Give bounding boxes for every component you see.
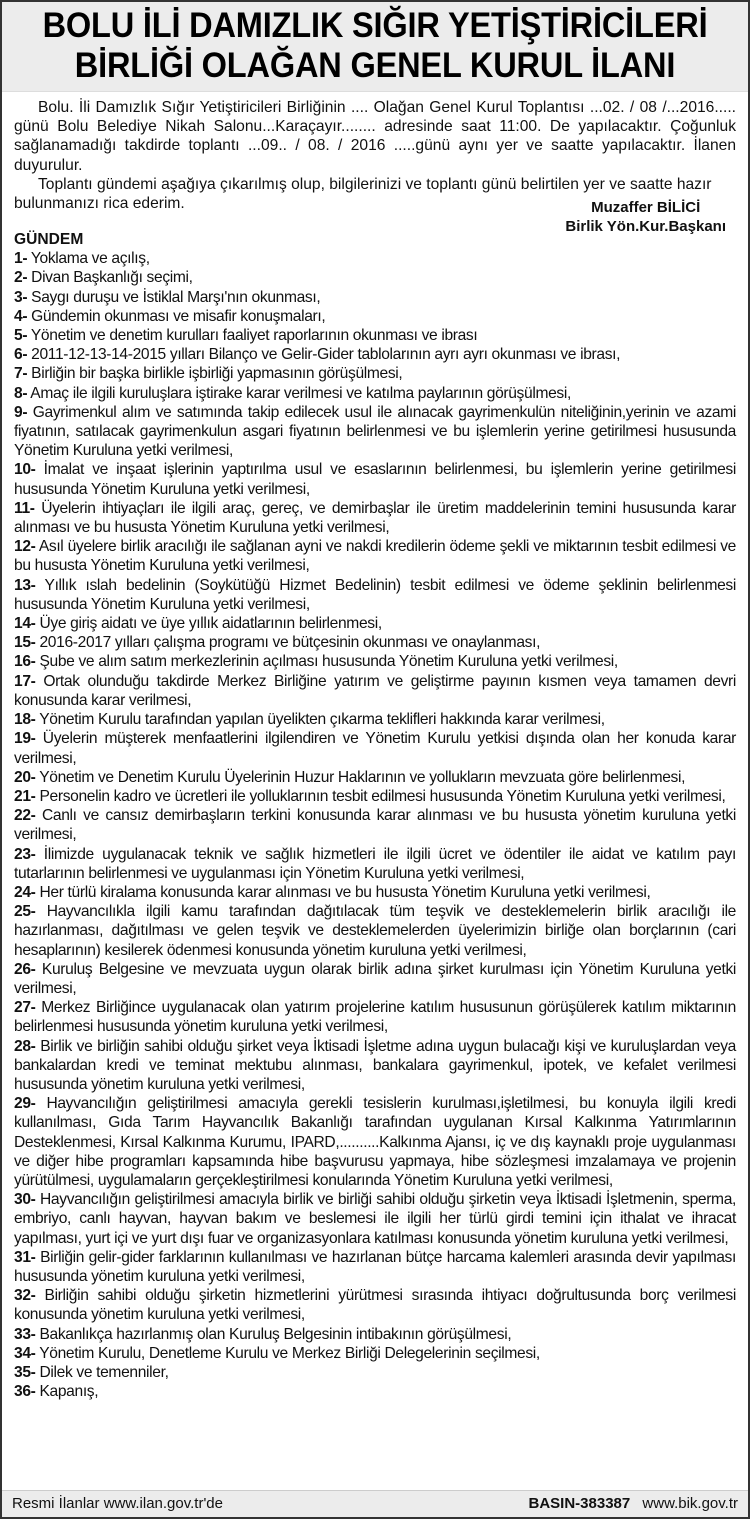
agenda-item-number: 10- xyxy=(14,461,36,479)
agenda-item xyxy=(14,787,736,806)
agenda-item-text: Kuruluş Belgesine ve mevzuata uygun olarak birlik adına şirket kurulması için Yönetim Kuruluna yetki verilmesi, xyxy=(14,960,736,997)
agenda-item-number: 11- xyxy=(14,499,35,517)
agenda-item xyxy=(14,768,736,787)
agenda-item xyxy=(14,845,736,883)
agenda-item-text: 2011-12-13-14-2015 yılları Bilanço ve Gelir-Gider tablolarının ayrı ayrı okunması ve ibrası, xyxy=(31,346,621,364)
agenda-item-number: 14- xyxy=(14,615,36,633)
notice-header xyxy=(2,2,748,92)
agenda-item-number: 8- xyxy=(14,384,28,402)
agenda-item-text: Bakanlıkça hazırlanmış olan Kuruluş Belgesinin intibakının görüşülmesi, xyxy=(39,1325,512,1343)
agenda-item-number: 23- xyxy=(14,845,36,863)
agenda-item-number: 33- xyxy=(14,1325,36,1343)
agenda-item xyxy=(14,288,736,307)
agenda-item-text: Yönetim ve denetim kurulları faaliyet raporlarının okunması ve ibrası xyxy=(30,327,478,345)
agenda-item xyxy=(14,883,736,902)
agenda-item-number: 3- xyxy=(14,288,28,306)
agenda-item-text: Gayrimenkul alım ve satımında takip edilecek usul ile alınacak gayrimenkulün niteliğinin,yerinin ve azami fiyatının, satılacak gayrimenkulun asgari fiyatının belirlenmesi ve bu işlemlerin yerine getirilmesi hususunda Yönetim Kuruluna yetki verilmesi, xyxy=(14,403,736,460)
agenda-item-text: Birliğin sahibi olduğu şirketin hizmetlerini yürütmesi sırasında ihtiyacı doğrultusunda borç verilmesi konusunda yönetim kuruluna yetki verilmesi, xyxy=(14,1287,736,1324)
agenda-item-number: 6- xyxy=(14,346,28,364)
press-code: BASIN-383387 xyxy=(528,1495,631,1512)
agenda-item-number: 35- xyxy=(14,1364,36,1381)
signature-row xyxy=(14,194,736,234)
signatory-title: Birlik Yön.Kur.Başkanı xyxy=(565,218,726,236)
agenda-item xyxy=(14,1248,736,1286)
agenda-item xyxy=(14,1286,736,1324)
agenda-item-text: Üye giriş aidatı ve üye yıllık aidatlarının belirlenmesi, xyxy=(39,615,382,633)
agenda-item-text: 2016-2017 yılları çalışma programı ve bütçesinin okunması ve onaylanması, xyxy=(39,634,541,652)
agenda-item-number: 27- xyxy=(14,999,36,1017)
agenda-item xyxy=(14,268,736,287)
agenda-item xyxy=(14,652,736,671)
title-line-2: BİRLİĞİ OLAĞAN GENEL KURUL İLANI xyxy=(74,46,676,85)
agenda-item-text: Yönetim ve Denetim Kurulu Üyelerinin Huzur Haklarının ve yollukların mevzuata göre belirlenmesi, xyxy=(39,768,686,786)
agenda-item-number: 7- xyxy=(14,365,28,383)
agenda-item xyxy=(14,710,736,729)
agenda-item xyxy=(14,729,736,767)
agenda-item-text: Amaç ile ilgili kuruluşlara iştirake karar verilmesi ve katılma paylarının görüşülmesi, xyxy=(30,384,571,402)
agenda-item-text: Birliğin gelir-gider farklarının kullanılması ve hazırlanan bütçe harcama kalemleri arasında devir yapılması hususunda yönetim kuruluna yetki verilmesi, xyxy=(14,1248,736,1285)
agenda-item-number: 5- xyxy=(14,327,28,345)
intro-paragraph-2: Toplantı gündemi aşağıya çıkarılmış olup, bilgilerinizi ve toplantı günü belirtilen yer ve saatte hazır xyxy=(38,175,712,193)
agenda-item xyxy=(14,614,736,633)
agenda-item-text: Birlik ve birliğin sahibi olduğu şirket veya İktisadi İşletme adına uygun bulacağı kişi ve kuruluşlardan veya bankalardan kredi ve teminat mektubu alınması, bankalara gayrimenkul, ipotek, ve kefalet verilmesi hususunda yönetim kuruluna yetki verilmesi, xyxy=(14,1037,737,1093)
agenda-item-number: 32- xyxy=(14,1287,36,1305)
agenda-item-text: Her türlü kiralama konusunda karar alınması ve bu hususta Yönetim Kuruluna yetki verilmesi, xyxy=(39,883,651,901)
agenda-item-text: Yıllık ıslah bedelinin (Soykütüğü Hizmet Bedelinin) tesbit edilmesi ve ödeme şeklinin belirlenmesi hususunda Yönetim Kuruluna yetki verilmesi, xyxy=(14,576,736,613)
agenda-item xyxy=(14,537,736,575)
agenda-item-text: Üyelerin ihtiyaçları ile ilgili araç, gereç, ve demirbaşlar ile üretim maddelerinin temini hususunda karar alınması ve bu hususta Yönetim Kuruluna yetki verilmesi, xyxy=(14,499,737,537)
agenda-item xyxy=(14,1094,736,1190)
title-line-1: BOLU İLİ DAMIZLIK SIĞIR YETİŞTİRİCİLERİ xyxy=(42,6,708,45)
agenda-item xyxy=(14,1037,736,1095)
agenda-item-text: Merkez Birliğince uygulanacak olan yatırım projelerine katılım hususunun görüşülerek katılım miktarının belirlenmesi hususunda yönetim kuruluna yetki verilmesi, xyxy=(14,999,736,1036)
agenda-item-text: Divan Başkanlığı seçimi, xyxy=(31,269,193,287)
agenda-item-number: 4- xyxy=(14,307,28,325)
agenda-item-text: Hayvancılığın geliştirilmesi amacıyla gerekli tesislerin kurulması,işletilmesi, bu konuyla ilgili kredi kullanılması, Gıda Tarım Hayvancılık Bakanlığı tarafından uygulanan Kırsal Kalkınma Yatırımlarının Desteklenmesi, Kırsal Kalkınma Kurumu, IPARD,..........Kalkınma Ajansı, iç ve dış kaynaklı proje uygulanması ve diğer hibe programları kapsamında hibe başvurusu yapmaya, hibe sözleşmesi imzalamaya ve projenin yürütülmesi, uygulamaların gerçekleştirilmesi konularında Yönetim Kuruluna yetki verilmesi, xyxy=(14,1095,737,1189)
agenda-item xyxy=(14,326,736,345)
agenda-item-number: 22- xyxy=(14,807,36,825)
agenda-item-text: İlimizde uygulanacak teknik ve sağlık hizmetleri ile ilgili ücret ve ödentiler ile aidat ve katılım payı tutarlarının belirlenmesi ve uygulanması için Yönetim Kuruluna yetki verilmesi, xyxy=(14,845,736,882)
agenda-item-number: 34- xyxy=(14,1344,36,1362)
footer-right xyxy=(529,1491,738,1517)
agenda-item-number: 21- xyxy=(14,787,36,805)
agenda-item-number: 30- xyxy=(14,1191,36,1209)
signature-block xyxy=(565,198,726,236)
agenda-item-text: Şube ve alım satım merkezlerinin açılması hususunda Yönetim Kuruluna yetki verilmesi, xyxy=(39,653,618,671)
agenda-item xyxy=(14,364,736,383)
intro-paragraph-2-tail: bulunmanızı rica ederim. xyxy=(14,195,185,213)
agenda-item-number: 24- xyxy=(14,883,36,901)
agenda-item xyxy=(14,633,736,652)
agenda-item xyxy=(14,1325,736,1344)
agenda-item-number: 19- xyxy=(14,730,36,748)
agenda-item-number: 1- xyxy=(14,250,28,268)
agenda-item-text: Saygı duruşu ve İstiklal Marşı'nın okunması, xyxy=(31,288,321,306)
agenda-item-text: Ortak olunduğu takdirde Merkez Birliğine yatırım ve geliştirme payının kısmen veya tamamen devri konusunda karar verilmesi, xyxy=(14,672,736,709)
agenda-item xyxy=(14,460,736,498)
agenda-item-text: Birliğin bir başka birlikle işbirliği yapmasının görüşülmesi, xyxy=(31,365,403,383)
agenda-item-text: Hayvancılığın geliştirilmesi amacıyla birlik ve birliği sahibi olduğu şirketin veya İktisadi İşletmenin, sperma, embriyo, canlı hayvan, hayvan bakım ve beslemesi ile ilgili her türlü girdi temini için ithalat ve ihracat yapılması, yurt içi ve yurt dışı fuar ve organizasyonlara katılması konusunda yönetim kuruluna yetki verilmesi, xyxy=(14,1191,736,1247)
notice-footer xyxy=(2,1490,748,1517)
intro-paragraph-1: Bolu. İli Damızlık Sığır Yetiştiricileri Birliğinin .... Olağan Genel Kurul Toplantısı ...02. / 08 /...2016..... günü Bolu Belediye Nikah Salonu...Karaçayır........ adresinde saat 11:00. De yapılacaktır. Çoğunluk sağlanamadığı takdirde toplantı ...09.. / 08. / 2016 .....günü aynı yer ve saatte yapılacaktır. İlanen duyurulur. xyxy=(14,99,736,174)
agenda-item-number: 16- xyxy=(14,653,36,671)
agenda-item-number: 26- xyxy=(14,960,36,978)
notice-body xyxy=(2,92,748,1401)
agenda-item xyxy=(14,576,736,614)
agenda-item xyxy=(14,1190,736,1248)
agenda-item-text: Kapanış, xyxy=(39,1383,99,1401)
agenda-item-number: 15- xyxy=(14,634,36,652)
agenda-item-number: 31- xyxy=(14,1248,36,1266)
agenda-item-number: 18- xyxy=(14,711,36,729)
agenda-item-number: 17- xyxy=(14,672,36,690)
agenda-item-text: Asıl üyelere birlik aracılığı ile sağlanan ayni ve nakdi kredilerin ödeme şekli ve miktarının tesbit edilmesi ve bu hususta Yönetim Kuruluna yetki verilmesi, xyxy=(14,538,737,575)
agenda-item xyxy=(14,1363,736,1382)
agenda-item xyxy=(14,806,736,844)
agenda-title: GÜNDEM xyxy=(14,231,84,249)
agenda-item-text: Üyelerin müşterek menfaatlerini ilgilendiren ve Yönetim Kurulu yetkisi dışında olan her konuda karar verilmesi, xyxy=(14,730,737,767)
agenda-item-text: Yönetim Kurulu tarafından yapılan üyelikten çıkarma teklifleri hakkında karar verilmesi, xyxy=(39,711,605,729)
agenda-item-number: 25- xyxy=(14,903,36,921)
agenda-item-number: 2- xyxy=(14,269,28,287)
agenda-item xyxy=(14,403,736,461)
agenda-item xyxy=(14,307,736,326)
agenda-item-number: 20- xyxy=(14,768,36,786)
agenda-item-number: 28- xyxy=(14,1037,36,1055)
agenda-item-number: 12- xyxy=(14,538,36,556)
agenda-item-number: 29- xyxy=(14,1095,36,1113)
agenda-item-text: Dilek ve temenniler, xyxy=(39,1364,169,1381)
footer-website-link[interactable]: www.bik.gov.tr xyxy=(642,1495,738,1512)
agenda-item-text: Hayvancılıkla ilgili kamu tarafından dağıtılacak tüm teşvik ve desteklemelerin birlik aracılığı ile hazırlanması, dağıtılması ve gelen teşvik ve desteklemelerden üyelerimizin birliğe olan borçlarının (cari hesaplarının) kesilerek ödenmesi konusunda yönetim kuruluna yetki verilmesi, xyxy=(14,903,737,959)
agenda-item-text: İmalat ve inşaat işlerinin yaptırılma usul ve esaslarının belirlenmesi, bu işlemlerin yerine getirilmesi hususunda Yönetim Kuruluna yetki verilmesi, xyxy=(14,461,736,498)
agenda-item-text: Yönetim Kurulu, Denetleme Kurulu ve Merkez Birliği Delegelerinin seçilmesi, xyxy=(39,1344,540,1362)
footer-official-ads-link[interactable]: Resmi İlanlar www.ilan.gov.tr'de xyxy=(12,1495,223,1512)
agenda-item-text: Canlı ve cansız demirbaşların terkini konusunda karar alınması ve bu hususta yönetim kuruluna yetki verilmesi, xyxy=(14,807,736,844)
signatory-name: Muzaffer BİLİCİ xyxy=(591,199,701,217)
agenda-item-number: 13- xyxy=(14,576,36,594)
agenda-item xyxy=(14,249,736,268)
agenda-item-number: 36- xyxy=(14,1383,36,1401)
agenda-item xyxy=(14,902,736,960)
agenda-item xyxy=(14,672,736,710)
agenda-item-number: 9- xyxy=(14,403,28,421)
agenda-item xyxy=(14,499,736,537)
agenda-list xyxy=(14,249,736,1401)
agenda-item xyxy=(14,998,736,1036)
agenda-item-text: Personelin kadro ve ücretleri ile yolluklarının tesbit edilmesi hususunda Yönetim Kuruluna yetki verilmesi, xyxy=(39,787,726,805)
agenda-item xyxy=(14,1344,736,1363)
agenda-item xyxy=(14,384,736,403)
agenda-item xyxy=(14,345,736,364)
intro xyxy=(14,98,736,194)
agenda-item-text: Gündemin okunması ve misafir konuşmaları, xyxy=(31,307,326,325)
agenda-item-text: Yoklama ve açılış, xyxy=(30,250,150,268)
agenda-item xyxy=(14,1382,736,1401)
agenda-item xyxy=(14,960,736,998)
